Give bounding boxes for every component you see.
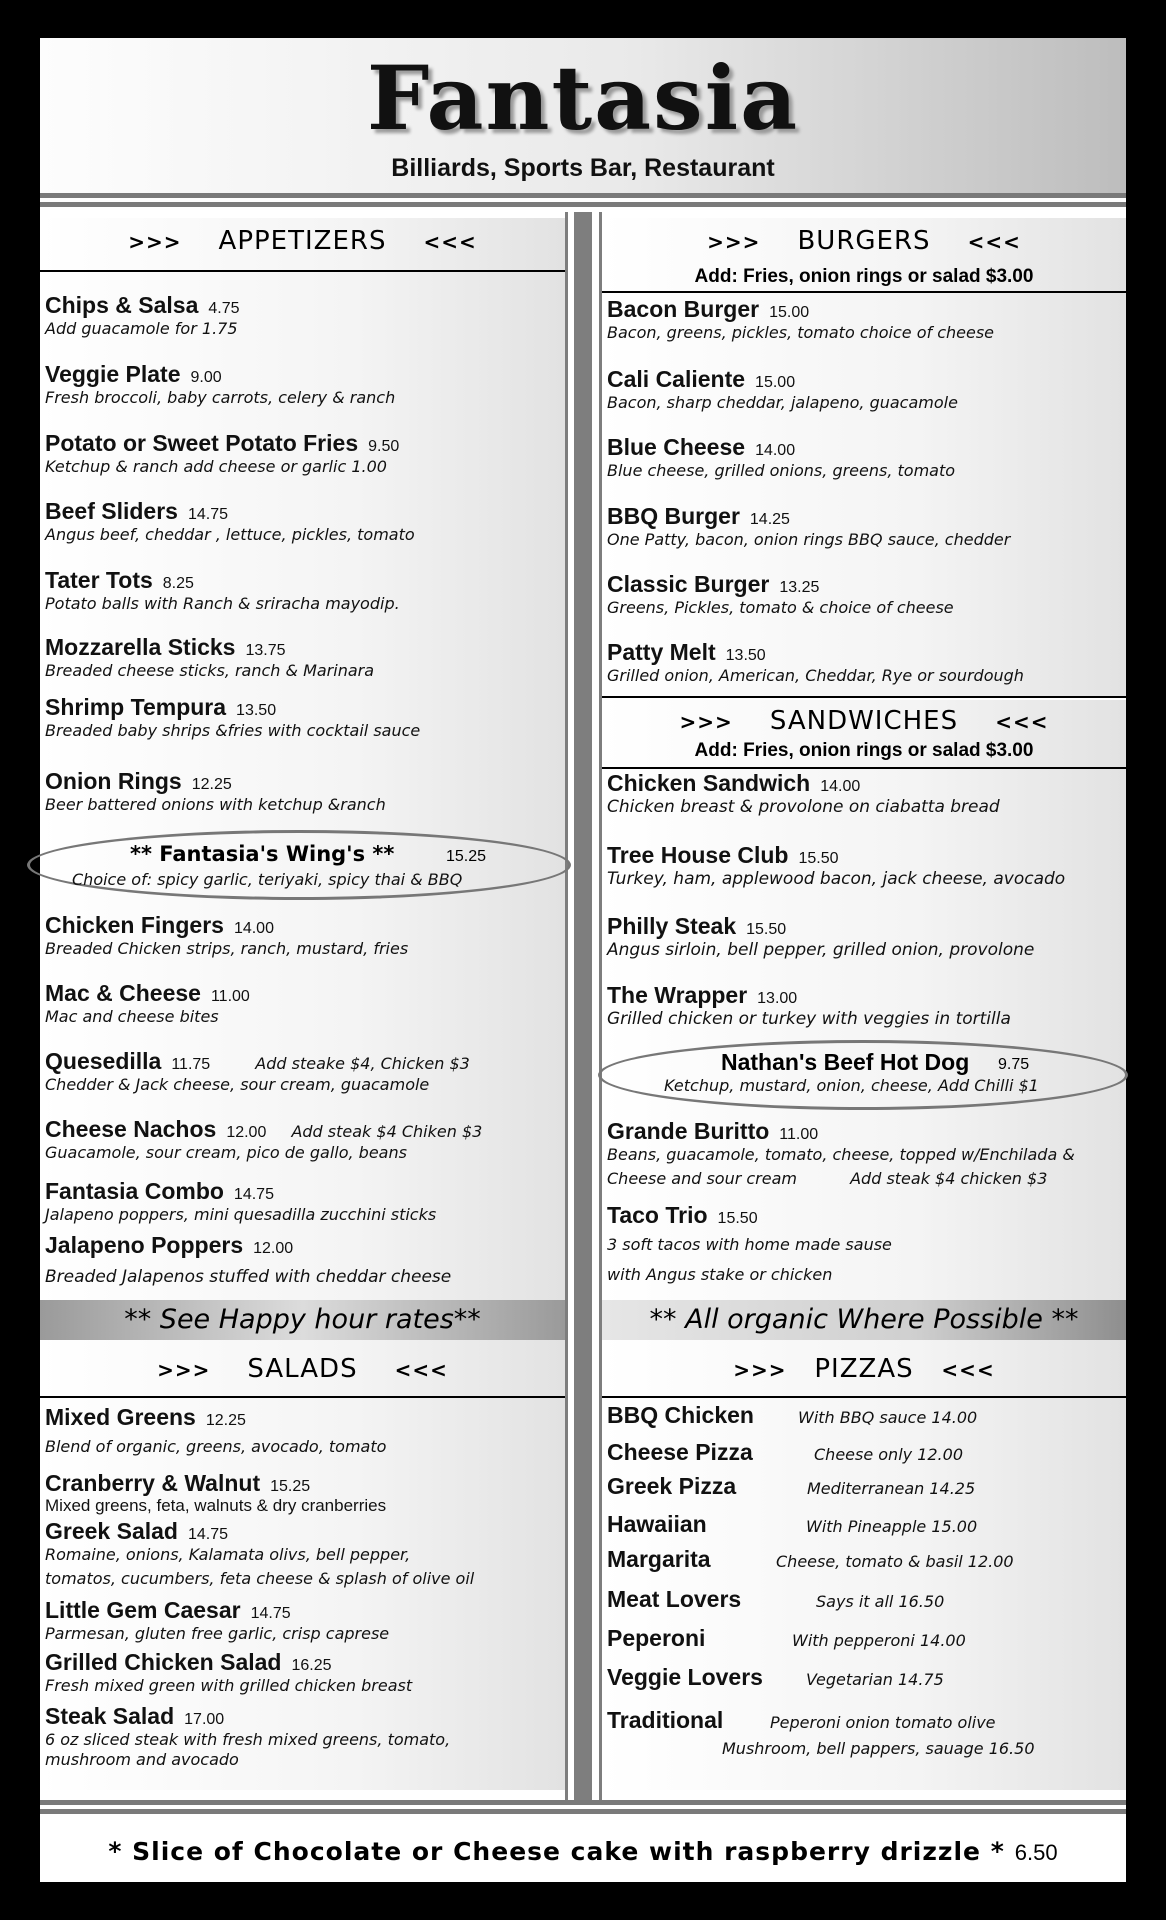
item-name: Mozzarella Sticks xyxy=(45,634,236,660)
item-desc: Jalapeno poppers, mini quesadilla zucchini sticks xyxy=(45,1205,437,1224)
item-price: 12.25 xyxy=(191,776,232,793)
item-desc: 6 oz sliced steak with fresh mixed greens, tomato, xyxy=(45,1730,451,1749)
item-name: BBQ Burger xyxy=(607,503,740,529)
arrow-left: >>> xyxy=(128,230,182,254)
item-price: 13.75 xyxy=(245,642,286,659)
arrow-left: >>> xyxy=(157,1358,211,1382)
item-price: 13.50 xyxy=(725,647,766,664)
column-divider xyxy=(565,212,602,1802)
item-desc: Mac and cheese bites xyxy=(45,1007,219,1026)
list-item xyxy=(45,912,408,959)
sandwiches-rule xyxy=(602,767,1126,769)
list-item xyxy=(45,1703,450,1770)
item-desc: Cheese only 12.00 xyxy=(814,1445,963,1464)
item-price: 15.50 xyxy=(717,1210,758,1227)
item-price: 14.25 xyxy=(749,511,790,528)
arrow-right: <<< xyxy=(941,1358,995,1382)
item-name: Chicken Fingers xyxy=(45,912,224,938)
brand-name: Fantasia xyxy=(366,46,800,150)
item-price: 15.25 xyxy=(270,1478,311,1495)
item-desc: Romaine, onions, Kalamata olivs, bell pepper, xyxy=(45,1545,411,1564)
item-desc: Mediterranean 14.25 xyxy=(807,1479,976,1498)
item-price: 15.50 xyxy=(798,850,839,867)
item-name: Blue Cheese xyxy=(607,434,746,460)
list-item xyxy=(607,1202,892,1285)
sandwiches-title: SANDWICHES xyxy=(769,706,959,736)
item-desc: 3 soft tacos with home made sause xyxy=(607,1235,892,1254)
item-desc: Chicken breast & provolone on ciabatta bread xyxy=(607,797,1000,817)
item-name: Greek Salad xyxy=(45,1518,178,1544)
item-desc: Says it all 16.50 xyxy=(816,1592,945,1611)
item-desc: Peperoni onion tomato olive xyxy=(770,1713,996,1732)
item-price: 11.00 xyxy=(210,988,250,1005)
arrow-right: <<< xyxy=(423,230,477,254)
item-desc: Potato balls with Ranch & sriracha mayodip. xyxy=(45,594,400,613)
item-price: 8.25 xyxy=(162,575,194,592)
item-name: Mac & Cheese xyxy=(45,980,201,1006)
item-name: Fantasia Combo xyxy=(45,1178,224,1204)
list-item xyxy=(45,768,386,815)
list-item xyxy=(45,1232,451,1287)
item-desc: Breaded Chicken strips, ranch, mustard, fries xyxy=(45,939,409,958)
burgers-rule xyxy=(602,291,1126,293)
list-item xyxy=(607,296,994,343)
item-desc: Turkey, ham, applewood bacon, jack cheese, avocado xyxy=(607,869,1066,889)
item-name: Traditional xyxy=(607,1707,724,1733)
item-desc: Mixed greens, feta, walnuts & dry cranberries xyxy=(45,1496,387,1515)
pizzas-rule xyxy=(602,1396,1126,1398)
item-name: Chips & Salsa xyxy=(45,292,199,318)
item-name: Potato or Sweet Potato Fries xyxy=(45,430,359,456)
item-extra: Add steak $4 Chiken $3 xyxy=(291,1122,483,1141)
arrow-left: >>> xyxy=(679,710,733,734)
item-price: 15.00 xyxy=(769,304,810,321)
list-item xyxy=(45,634,374,681)
item-name: Cheese Nachos xyxy=(45,1116,217,1142)
list-item xyxy=(607,913,1034,960)
featured-desc: Choice of: spicy garlic, teriyaki, spicy thai & BBQ xyxy=(72,870,463,889)
item-name: Meat Lovers xyxy=(607,1586,742,1612)
item-desc: Fresh broccoli, baby carrots, celery & ranch xyxy=(45,388,396,407)
item-name: Greek Pizza xyxy=(607,1473,737,1499)
item-name: Jalapeno Poppers xyxy=(45,1232,244,1258)
item-desc: Ketchup & ranch add cheese or garlic 1.00 xyxy=(45,457,387,476)
arrow-left: >>> xyxy=(707,230,761,254)
item-desc: Greens, Pickles, tomato & choice of cheese xyxy=(607,598,954,617)
item-desc: Angus sirloin, bell pepper, grilled onion, provolone xyxy=(607,940,1035,960)
item-price: 17.00 xyxy=(184,1711,225,1728)
featured-item-name xyxy=(130,842,394,866)
item-price: 11.00 xyxy=(779,1126,819,1143)
item-name: Peperoni xyxy=(607,1625,706,1651)
list-item xyxy=(45,1178,436,1225)
item-price: 9.00 xyxy=(190,369,222,386)
list-item xyxy=(607,366,958,413)
dessert-price: 6.50 xyxy=(1014,1840,1058,1865)
dessert-footer xyxy=(40,1822,1126,1882)
item-extra: Add steak $4 chicken $3 xyxy=(850,1169,1048,1188)
footer-divider xyxy=(40,1800,1126,1818)
item-desc: mushroom and avocado xyxy=(45,1750,239,1769)
item-name: Steak Salad xyxy=(45,1703,175,1729)
item-name: BBQ Chicken xyxy=(607,1402,754,1428)
item-price: 14.00 xyxy=(755,442,796,459)
item-desc: Cheese, tomato & basil 12.00 xyxy=(776,1552,1014,1571)
item-price: 12.25 xyxy=(205,1412,246,1429)
item-name: Beef Sliders xyxy=(45,498,178,524)
appetizers-section xyxy=(40,218,565,1300)
item-desc: Fresh mixed green with grilled chicken breast xyxy=(45,1676,413,1695)
sandwiches-note: Add: Fries, onion rings or salad $3.00 xyxy=(694,740,1034,761)
list-item xyxy=(45,1404,386,1457)
list-item xyxy=(45,1470,386,1515)
item-price: 14.00 xyxy=(233,920,274,937)
item-desc: Grilled chicken or turkey with veggies in tortilla xyxy=(607,1009,1011,1029)
appetizers-title: APPETIZERS xyxy=(218,226,387,256)
item-price: 12.00 xyxy=(226,1124,267,1141)
pizzas-title: PIZZAS xyxy=(814,1354,914,1384)
item-name: Little Gem Caesar xyxy=(45,1597,241,1623)
list-item xyxy=(45,292,240,339)
item-desc: Breaded baby shrips &fries with cocktail sauce xyxy=(45,721,421,740)
list-item xyxy=(45,567,400,614)
header-divider xyxy=(40,193,1126,211)
list-item xyxy=(45,498,415,545)
item-name: Quesedilla xyxy=(45,1048,162,1074)
item-name: Classic Burger xyxy=(607,571,770,597)
item-desc: One Patty, bacon, onion rings BBQ sauce, chedder xyxy=(607,530,1011,549)
item-price: 15.50 xyxy=(746,921,787,938)
salads-rule xyxy=(40,1396,565,1398)
item-name: Taco Trio xyxy=(607,1202,708,1228)
item-name: Grilled Chicken Salad xyxy=(45,1649,282,1675)
item-desc: Angus beef, cheddar , lettuce, pickles, tomato xyxy=(45,525,415,544)
list-item xyxy=(45,1116,482,1163)
list-item xyxy=(607,1118,1075,1189)
item-name: Shrimp Tempura xyxy=(45,694,227,720)
item-desc: Chedder & Jack cheese, sour cream, guacamole xyxy=(45,1075,430,1094)
item-desc: Breaded cheese sticks, ranch & Marinara xyxy=(45,661,375,680)
item-extra: Add steake $4, Chicken $3 xyxy=(255,1054,470,1073)
brand-tagline: Billiards, Sports Bar, Restaurant xyxy=(391,154,775,182)
item-price: 14.75 xyxy=(250,1605,291,1622)
burgers-heading xyxy=(602,226,1126,256)
burgers-bottom-rule xyxy=(602,696,1126,698)
item-desc: With Pineapple 15.00 xyxy=(806,1517,978,1536)
happy-hour-banner: ** See Happy hour rates** xyxy=(40,1300,565,1340)
arrow-right: <<< xyxy=(394,1358,448,1382)
item-name: Hawaiian xyxy=(607,1511,707,1537)
arrow-right: <<< xyxy=(995,710,1049,734)
menu-header xyxy=(40,38,1126,193)
item-desc: Beans, guacamole, tomato, cheese, topped w/Enchilada & xyxy=(607,1145,1075,1164)
burgers-section xyxy=(602,218,1126,698)
item-desc: Blend of organic, greens, avocado, tomato xyxy=(45,1437,387,1456)
item-name: Onion Rings xyxy=(45,768,182,794)
list-item xyxy=(45,980,250,1027)
item-price: 13.00 xyxy=(757,990,798,1007)
item-name: Tater Tots xyxy=(45,567,153,593)
item-name: Cali Caliente xyxy=(607,366,746,392)
featured-desc: Ketchup, mustard, onion, cheese, Add Chilli $1 xyxy=(664,1076,1039,1095)
featured-name: ** Fantasia's Wing's ** xyxy=(130,842,395,866)
item-desc: Cheese and sour cream xyxy=(607,1169,797,1188)
item-name: Veggie Plate xyxy=(45,361,181,387)
burgers-title: BURGERS xyxy=(797,226,931,256)
item-desc: Grilled onion, American, Cheddar, Rye or sourdough xyxy=(607,666,1024,685)
sandwiches-heading xyxy=(602,706,1126,736)
item-price: 4.75 xyxy=(208,300,240,317)
list-item xyxy=(607,770,1000,817)
featured-name: Nathan's Beef Hot Dog xyxy=(721,1049,970,1075)
item-desc: Bacon, greens, pickles, tomato choice of cheese xyxy=(607,323,995,342)
list-item xyxy=(607,639,1024,686)
item-price: 14.75 xyxy=(187,506,228,523)
item-desc: Mushroom, bell pappers, sauage 16.50 xyxy=(722,1739,1035,1758)
item-price: 9.50 xyxy=(368,438,400,455)
sandwiches-section xyxy=(602,700,1126,1300)
list-item xyxy=(607,434,955,481)
item-price: 14.75 xyxy=(233,1186,274,1203)
item-name: Tree House Club xyxy=(607,842,789,868)
item-desc: Add guacamole for 1.75 xyxy=(45,319,238,338)
featured-price: 9.75 xyxy=(998,1056,1030,1073)
item-name: Philly Steak xyxy=(607,913,737,939)
item-price: 13.50 xyxy=(236,702,277,719)
featured-price: 15.25 xyxy=(446,848,487,865)
list-item xyxy=(45,1518,474,1589)
item-name: Grande Buritto xyxy=(607,1118,770,1144)
item-name: Bacon Burger xyxy=(607,296,760,322)
item-desc: Parmesan, gluten free garlic, crisp caprese xyxy=(45,1624,390,1643)
item-price: 15.00 xyxy=(755,374,796,391)
item-desc: Beer battered onions with ketchup &ranch xyxy=(45,795,386,814)
item-desc: Breaded Jalapenos stuffed with cheddar cheese xyxy=(45,1267,452,1287)
list-item xyxy=(607,982,1011,1029)
list-item xyxy=(45,694,420,741)
item-name: Margarita xyxy=(607,1546,711,1572)
item-price: 13.25 xyxy=(779,579,820,596)
list-item xyxy=(45,1048,470,1095)
pizzas-heading xyxy=(602,1354,1126,1384)
item-price: 11.75 xyxy=(171,1056,211,1073)
item-name: Cranberry & Walnut xyxy=(45,1470,261,1496)
item-desc: Vegetarian 14.75 xyxy=(806,1670,944,1689)
pizzas-section xyxy=(602,1340,1126,1790)
list-item xyxy=(45,430,399,477)
list-item xyxy=(607,503,1010,550)
item-price: 16.25 xyxy=(291,1657,332,1674)
item-name: Veggie Lovers xyxy=(607,1664,763,1690)
item-desc: With BBQ sauce 14.00 xyxy=(798,1408,978,1427)
item-desc: With pepperoni 14.00 xyxy=(792,1631,966,1650)
item-price: 12.00 xyxy=(253,1240,294,1257)
list-item xyxy=(45,361,395,408)
arrow-right: <<< xyxy=(967,230,1021,254)
salads-title: SALADS xyxy=(247,1354,358,1384)
item-name: The Wrapper xyxy=(607,982,748,1008)
arrow-left: >>> xyxy=(733,1358,787,1382)
item-price: 14.75 xyxy=(187,1526,229,1543)
list-item xyxy=(45,1597,389,1644)
salads-heading xyxy=(40,1354,565,1384)
appetizers-rule xyxy=(40,270,565,272)
dessert-text: * Slice of Chocolate or Cheese cake with raspberry drizzle * xyxy=(108,1837,1005,1866)
item-desc: with Angus stake or chicken xyxy=(607,1265,833,1284)
item-name: Cheese Pizza xyxy=(607,1439,753,1465)
item-name: Chicken Sandwich xyxy=(607,770,811,796)
item-name: Patty Melt xyxy=(607,639,716,665)
organic-banner: ** All organic Where Possible ** xyxy=(602,1300,1126,1340)
item-desc: Bacon, sharp cheddar, jalapeno, guacamole xyxy=(607,393,958,412)
item-desc: Blue cheese, grilled onions, greens, tomato xyxy=(607,461,956,480)
item-desc: tomatos, cucumbers, feta cheese & splash of olive oil xyxy=(45,1569,475,1588)
burgers-note: Add: Fries, onion rings or salad $3.00 xyxy=(694,266,1034,287)
list-item xyxy=(607,571,954,618)
list-item xyxy=(45,1649,412,1696)
item-desc: Guacamole, sour cream, pico de gallo, beans xyxy=(45,1143,407,1162)
item-price: 14.00 xyxy=(820,778,861,795)
list-item xyxy=(607,842,1065,889)
appetizers-heading xyxy=(40,226,565,256)
salads-section xyxy=(40,1340,565,1790)
item-name: Mixed Greens xyxy=(45,1404,196,1430)
